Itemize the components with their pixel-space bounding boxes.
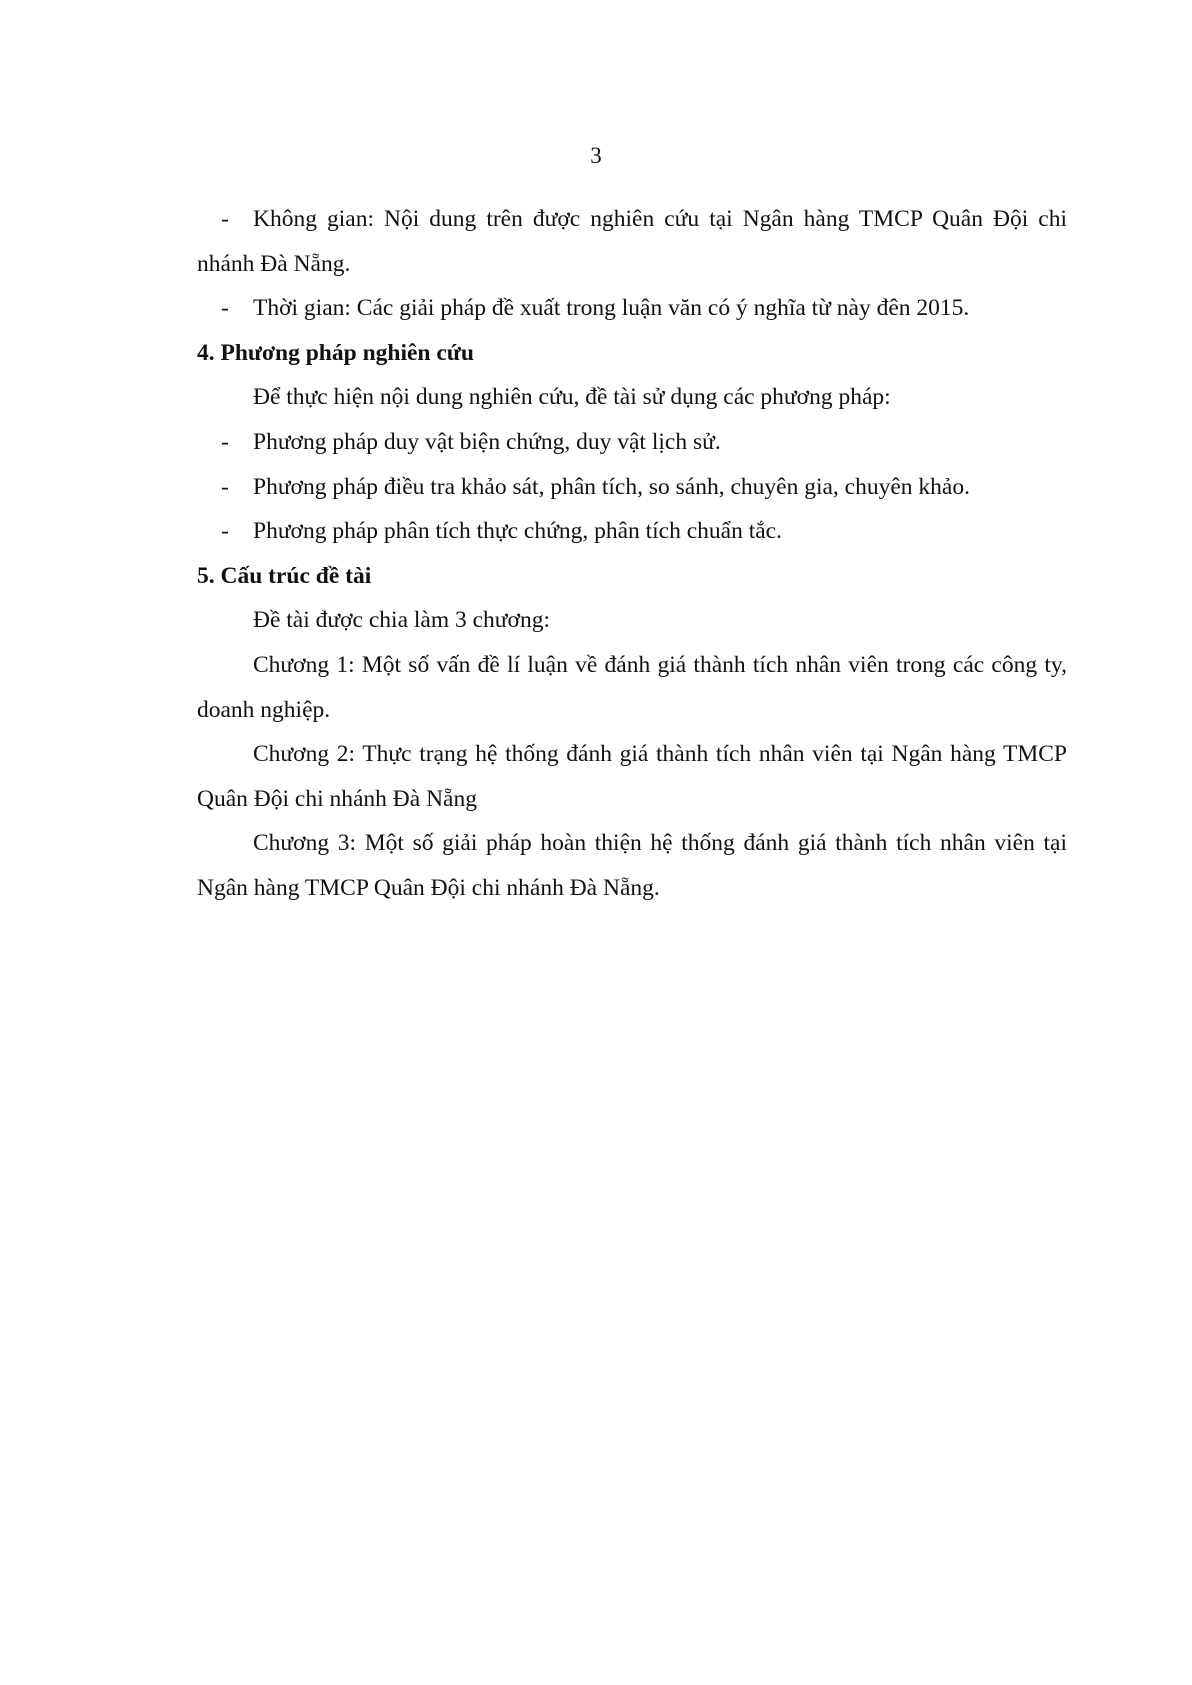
structure-intro: Đề tài được chia làm 3 chương: xyxy=(253,607,550,634)
method-item-text: Phương pháp phân tích thực chứng, phân tích chuẩn tắc. xyxy=(253,518,782,545)
scope-item-text: Không gian: Nội dung trên được nghiên cứu tại Ngân hàng TMCP Quân Đội chi nhánh Đà Nẵng. xyxy=(197,206,1067,277)
dash-bullet: - xyxy=(221,518,229,545)
methods-intro: Để thực hiện nội dung nghiên cứu, đề tài sử dụng các phương pháp: xyxy=(253,384,891,411)
method-item xyxy=(197,465,1067,510)
dash-bullet: - xyxy=(221,295,229,322)
method-item-text: Phương pháp duy vật biện chứng, duy vật lịch sử. xyxy=(253,428,721,455)
dash-bullet: - xyxy=(221,428,229,455)
section-heading-methods: 4. Phương pháp nghiên cứu xyxy=(197,339,474,366)
method-item-text: Phương pháp điều tra khảo sát, phân tích, so sánh, chuyên gia, chuyên khảo. xyxy=(253,473,970,500)
scope-item-space xyxy=(197,197,1067,286)
dash-bullet: - xyxy=(221,473,229,500)
chapter-item: Chương 3: Một số giải pháp hoàn thiện hệ thống đánh giá thành tích nhân viên tại Ngân hàng TMCP Quân Đội chi nhánh Đà Nẵng. xyxy=(197,830,1067,901)
method-item xyxy=(197,420,1067,465)
scope-item-text: Thời gian: Các giải pháp đề xuất trong luận văn có ý nghĩa từ này đên 2015. xyxy=(253,295,970,322)
chapter-item: Chương 1: Một số vấn đề lí luận về đánh giá thành tích nhân viên trong các công ty, doanh nghiệp. xyxy=(197,651,1067,723)
section-heading-structure: 5. Cấu trúc đề tài xyxy=(197,562,372,589)
method-item xyxy=(197,509,1067,554)
document-body xyxy=(197,197,1067,911)
chapter-item: Chương 2: Thực trạng hệ thống đánh giá thành tích nhân viên tại Ngân hàng TMCP Quân Đội chi nhánh Đà Nẵng xyxy=(197,741,1067,812)
scope-item-time xyxy=(197,286,1067,331)
page-number: 3 xyxy=(590,143,602,168)
dash-bullet: - xyxy=(221,206,229,232)
